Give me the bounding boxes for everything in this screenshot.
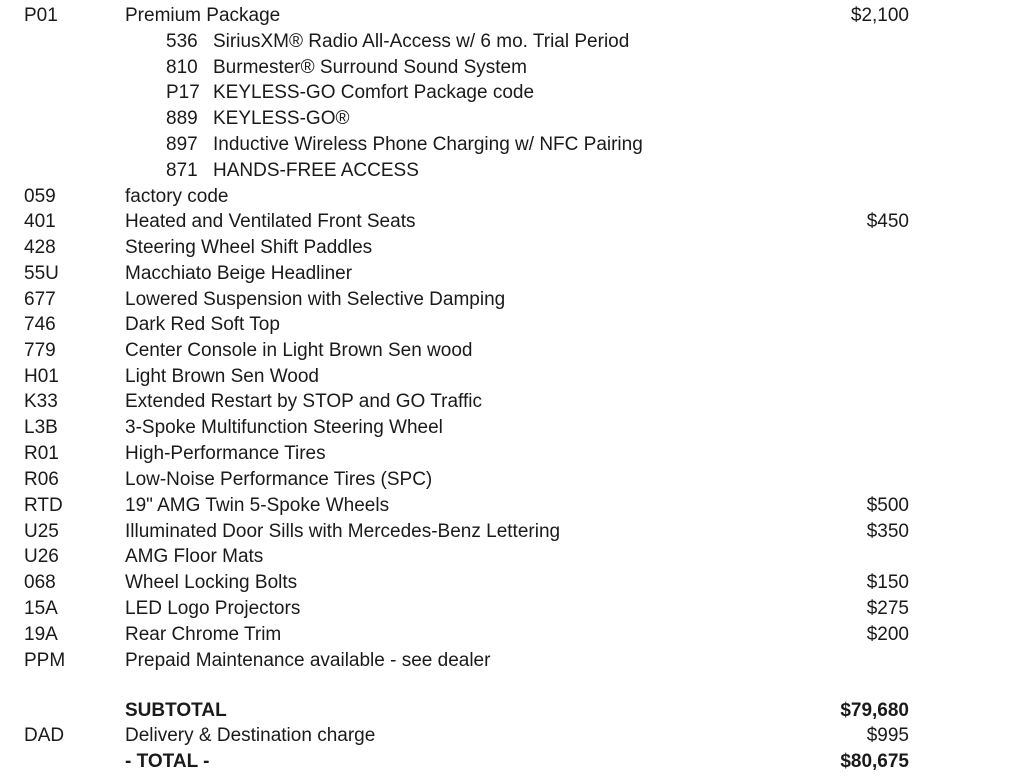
delivery-code: DAD bbox=[24, 725, 65, 746]
option-description: Extended Restart by STOP and GO Traffic bbox=[125, 391, 482, 412]
option-description: Light Brown Sen Wood bbox=[125, 366, 319, 387]
option-row bbox=[0, 519, 1024, 545]
total-row bbox=[0, 749, 1024, 775]
package-item-code: 889 bbox=[166, 108, 198, 129]
option-price: $500 bbox=[866, 495, 909, 516]
subtotal-row bbox=[0, 698, 1024, 724]
option-description: 19" AMG Twin 5-Spoke Wheels bbox=[125, 495, 390, 516]
option-description: Steering Wheel Shift Paddles bbox=[125, 237, 373, 258]
option-price: $275 bbox=[866, 598, 909, 619]
option-row bbox=[0, 261, 1024, 287]
option-row bbox=[0, 544, 1024, 570]
option-row bbox=[0, 570, 1024, 596]
option-price: $2,100 bbox=[850, 5, 909, 26]
option-row-p01 bbox=[0, 3, 1024, 29]
option-description: factory code bbox=[125, 186, 229, 207]
package-item-description: SiriusXM® Radio All-Access w/ 6 mo. Trial Period bbox=[213, 31, 630, 52]
option-code: 677 bbox=[24, 289, 56, 310]
option-description: AMG Floor Mats bbox=[125, 546, 264, 567]
option-row bbox=[0, 622, 1024, 648]
option-code: R01 bbox=[24, 443, 59, 464]
option-code: L3B bbox=[24, 417, 58, 438]
option-code: R06 bbox=[24, 469, 59, 490]
option-description: Prepaid Maintenance available - see dealer bbox=[125, 650, 491, 671]
option-description: Macchiato Beige Headliner bbox=[125, 263, 353, 284]
option-row bbox=[0, 415, 1024, 441]
option-row bbox=[0, 493, 1024, 519]
option-code: PPM bbox=[24, 650, 66, 671]
option-row bbox=[0, 364, 1024, 390]
option-description: Lowered Suspension with Selective Damping bbox=[125, 289, 506, 310]
option-description: Premium Package bbox=[125, 5, 281, 26]
package-item-description: Inductive Wireless Phone Charging w/ NFC Pairing bbox=[213, 134, 643, 155]
option-description: Illuminated Door Sills with Mercedes-Benz Lettering bbox=[125, 521, 561, 542]
option-code: H01 bbox=[24, 366, 59, 387]
option-row bbox=[0, 209, 1024, 235]
option-code: 19A bbox=[24, 624, 58, 645]
option-code: 779 bbox=[24, 340, 56, 361]
option-price: $150 bbox=[866, 572, 909, 593]
option-code: P01 bbox=[24, 5, 58, 26]
option-description: High-Performance Tires bbox=[125, 443, 326, 464]
option-description: Low-Noise Performance Tires (SPC) bbox=[125, 469, 433, 490]
option-code: 15A bbox=[24, 598, 58, 619]
option-description: Rear Chrome Trim bbox=[125, 624, 282, 645]
option-row bbox=[0, 184, 1024, 210]
option-description: Heated and Ventilated Front Seats bbox=[125, 211, 416, 232]
total-value: $80,675 bbox=[840, 751, 909, 772]
option-row bbox=[0, 596, 1024, 622]
delivery-row bbox=[0, 723, 1024, 749]
option-description: Center Console in Light Brown Sen wood bbox=[125, 340, 473, 361]
option-code: K33 bbox=[24, 391, 58, 412]
option-code: 401 bbox=[24, 211, 56, 232]
package-item bbox=[0, 158, 1024, 184]
option-price: $200 bbox=[866, 624, 909, 645]
option-description: 3-Spoke Multifunction Steering Wheel bbox=[125, 417, 443, 438]
subtotal-label: SUBTOTAL bbox=[125, 700, 227, 721]
subtotal-value: $79,680 bbox=[840, 700, 909, 721]
option-row bbox=[0, 312, 1024, 338]
package-item bbox=[0, 55, 1024, 81]
option-code: U26 bbox=[24, 546, 59, 567]
option-row bbox=[0, 389, 1024, 415]
option-row bbox=[0, 235, 1024, 261]
option-code: RTD bbox=[24, 495, 63, 516]
option-description: LED Logo Projectors bbox=[125, 598, 301, 619]
package-item bbox=[0, 29, 1024, 55]
package-item-code: 897 bbox=[166, 134, 198, 155]
package-item-description: Burmester® Surround Sound System bbox=[213, 57, 527, 78]
package-item-description: KEYLESS-GO® bbox=[213, 108, 350, 129]
option-code: 428 bbox=[24, 237, 56, 258]
option-row bbox=[0, 441, 1024, 467]
package-item-description: HANDS-FREE ACCESS bbox=[213, 160, 419, 181]
package-item bbox=[0, 80, 1024, 106]
option-code: 059 bbox=[24, 186, 56, 207]
option-price: $450 bbox=[866, 211, 909, 232]
option-code: 746 bbox=[24, 314, 56, 335]
package-item-code: P17 bbox=[166, 82, 200, 103]
option-price: $350 bbox=[866, 521, 909, 542]
option-code: U25 bbox=[24, 521, 59, 542]
package-item-code: 536 bbox=[166, 31, 198, 52]
total-label: - TOTAL - bbox=[125, 751, 210, 772]
option-row bbox=[0, 287, 1024, 313]
delivery-value: $995 bbox=[866, 725, 909, 746]
package-item-code: 871 bbox=[166, 160, 198, 181]
delivery-label: Delivery & Destination charge bbox=[125, 725, 376, 746]
option-row bbox=[0, 338, 1024, 364]
package-item bbox=[0, 106, 1024, 132]
option-row bbox=[0, 467, 1024, 493]
option-code: 068 bbox=[24, 572, 56, 593]
option-code: 55U bbox=[24, 263, 59, 284]
package-item-code: 810 bbox=[166, 57, 198, 78]
option-description: Wheel Locking Bolts bbox=[125, 572, 298, 593]
option-row bbox=[0, 648, 1024, 674]
option-description: Dark Red Soft Top bbox=[125, 314, 280, 335]
package-item bbox=[0, 132, 1024, 158]
package-item-description: KEYLESS-GO Comfort Package code bbox=[213, 82, 535, 103]
